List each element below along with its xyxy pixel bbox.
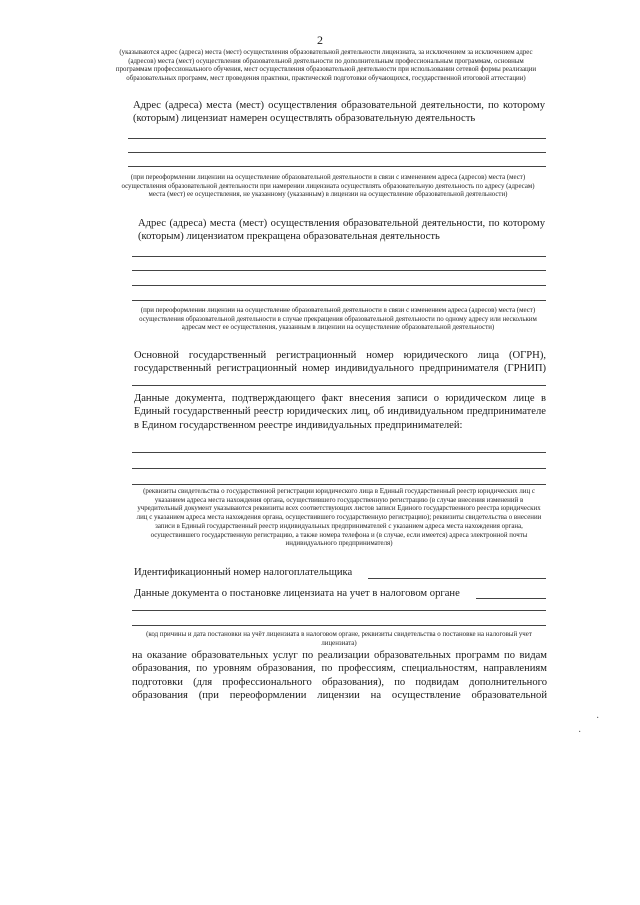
scan-mark: · bbox=[596, 713, 600, 724]
page-number: 2 bbox=[317, 33, 323, 47]
note-address-change-intended: (при переоформлении лицензии на осуществление образовательной деятельности в связи с изменением адреса (адресов) места (мест) осуществления образовательной деятельности при намерении лицензиата осуществлять образовательную деятельность по адресу (адресам) места (мест) ее осуществления, не указанному (указанным) в лицензии на осуществление образовательной деятельности) bbox=[121, 174, 535, 199]
address-intended-line-1[interactable] bbox=[128, 138, 546, 139]
address-intended-line-3[interactable] bbox=[128, 166, 546, 167]
tax-registration-line-2[interactable] bbox=[132, 625, 546, 626]
note-address-change-terminated: (при переоформлении лицензии на осуществление образовательной деятельности в связи с изменением адреса (адресов) места (мест) осуществления образовательной деятельности в случае прекращения образовательной деятельности по одному адресу или нескольким адресам мест ее осуществления, указанным в лицензии на осуществление образовательной деятельности) bbox=[139, 307, 537, 332]
egrul-document-line-3[interactable] bbox=[132, 484, 546, 485]
address-terminated-line-4[interactable] bbox=[132, 300, 546, 301]
tax-registration-line-1[interactable] bbox=[132, 610, 546, 611]
address-terminated-line-2[interactable] bbox=[132, 270, 546, 271]
ogrn-line[interactable] bbox=[132, 385, 546, 386]
scan-mark: · bbox=[578, 727, 582, 738]
address-terminated-label: Адрес (адреса) места (мест) осуществления образовательной деятельности, по которому (которым) лицензиатом прекращена образовательная деятельность bbox=[138, 218, 545, 243]
egrul-document-line-2[interactable] bbox=[132, 468, 546, 469]
inn-field[interactable] bbox=[368, 578, 546, 579]
address-terminated-line-1[interactable] bbox=[132, 256, 546, 257]
inn-label: Идентификационный номер налогоплательщика bbox=[134, 567, 353, 578]
egrul-document-label: Данные документа, подтверждающего факт внесения записи о юридическом лице в Единый государственный реестр юридических лиц, об индивидуальном предпринимателе в Едином государственном реестре индивидуальных предпринимателей: bbox=[134, 393, 546, 431]
note-registration-details: (реквизиты свидетельства о государственной регистрации юридического лица в Единый государственный реестр юридических лиц с указанием адреса места нахождения органа, осуществившего государственную регистрацию (в случае внесения изменений в учредительный документ указываются реквизиты всех соответствующих листов записи Единого государственного реестра юридических лиц с указанием адреса места нахождения органа, осуществившего государственную регистрацию); реквизиты свидетельства о внесении записи в Единый государственный реестр индивидуальных предпринимателей с указанием адреса места нахождения органа, осуществившего государственную регистрацию, а также номера телефона и (в случае, если имеется) адреса электронной почты индивидуального предпринимателя) bbox=[136, 488, 542, 548]
ogrn-label: Основной государственный регистрационный номер юридического лица (ОГРН), государственный регистрационный номер индивидуального предпринимателя (ГРНИП) bbox=[134, 350, 546, 375]
tax-registration-inline-field[interactable] bbox=[476, 598, 546, 599]
note-tax-registration: (код причины и дата постановки на учёт лицензиата в налоговом органе, реквизиты свидетельства о постановке на налоговый учет лицензиата) bbox=[146, 631, 532, 647]
egrul-document-line-1[interactable] bbox=[132, 452, 546, 453]
tax-registration-label: Данные документа о постановке лицензиата на учет в налоговом органе bbox=[134, 588, 460, 599]
address-terminated-line-3[interactable] bbox=[132, 285, 546, 286]
address-intended-label: Адрес (адреса) места (мест) осуществления образовательной деятельности, по которому (которым) лицензиат намерен осуществлять образовательную деятельность bbox=[133, 100, 545, 125]
address-intended-line-2[interactable] bbox=[128, 152, 546, 153]
educational-services-paragraph: на оказание образовательных услуг по реализации образовательных программ по видам образования, по уровням образования, по профессиям, специальностям, направлениям подготовки (для профессионального образования), по подвидам дополнительного образования (при переоформлении лицензии на осуществление образовательной bbox=[132, 650, 547, 702]
note-address-specification: (указываются адрес (адреса) места (мест) осуществления образовательной деятельности лицензиата, за исключением за исключением адрес (адресов) места (мест) осуществления образовательной деятельности по дополнительным профессиональным программам, основным программам профессионального обучения, мест осуществления образовательной деятельности при использовании сетевой формы реализации образовательных программ, мест проведения практики, практической подготовки обучающихся, государственной итоговой аттестации) bbox=[115, 49, 537, 83]
